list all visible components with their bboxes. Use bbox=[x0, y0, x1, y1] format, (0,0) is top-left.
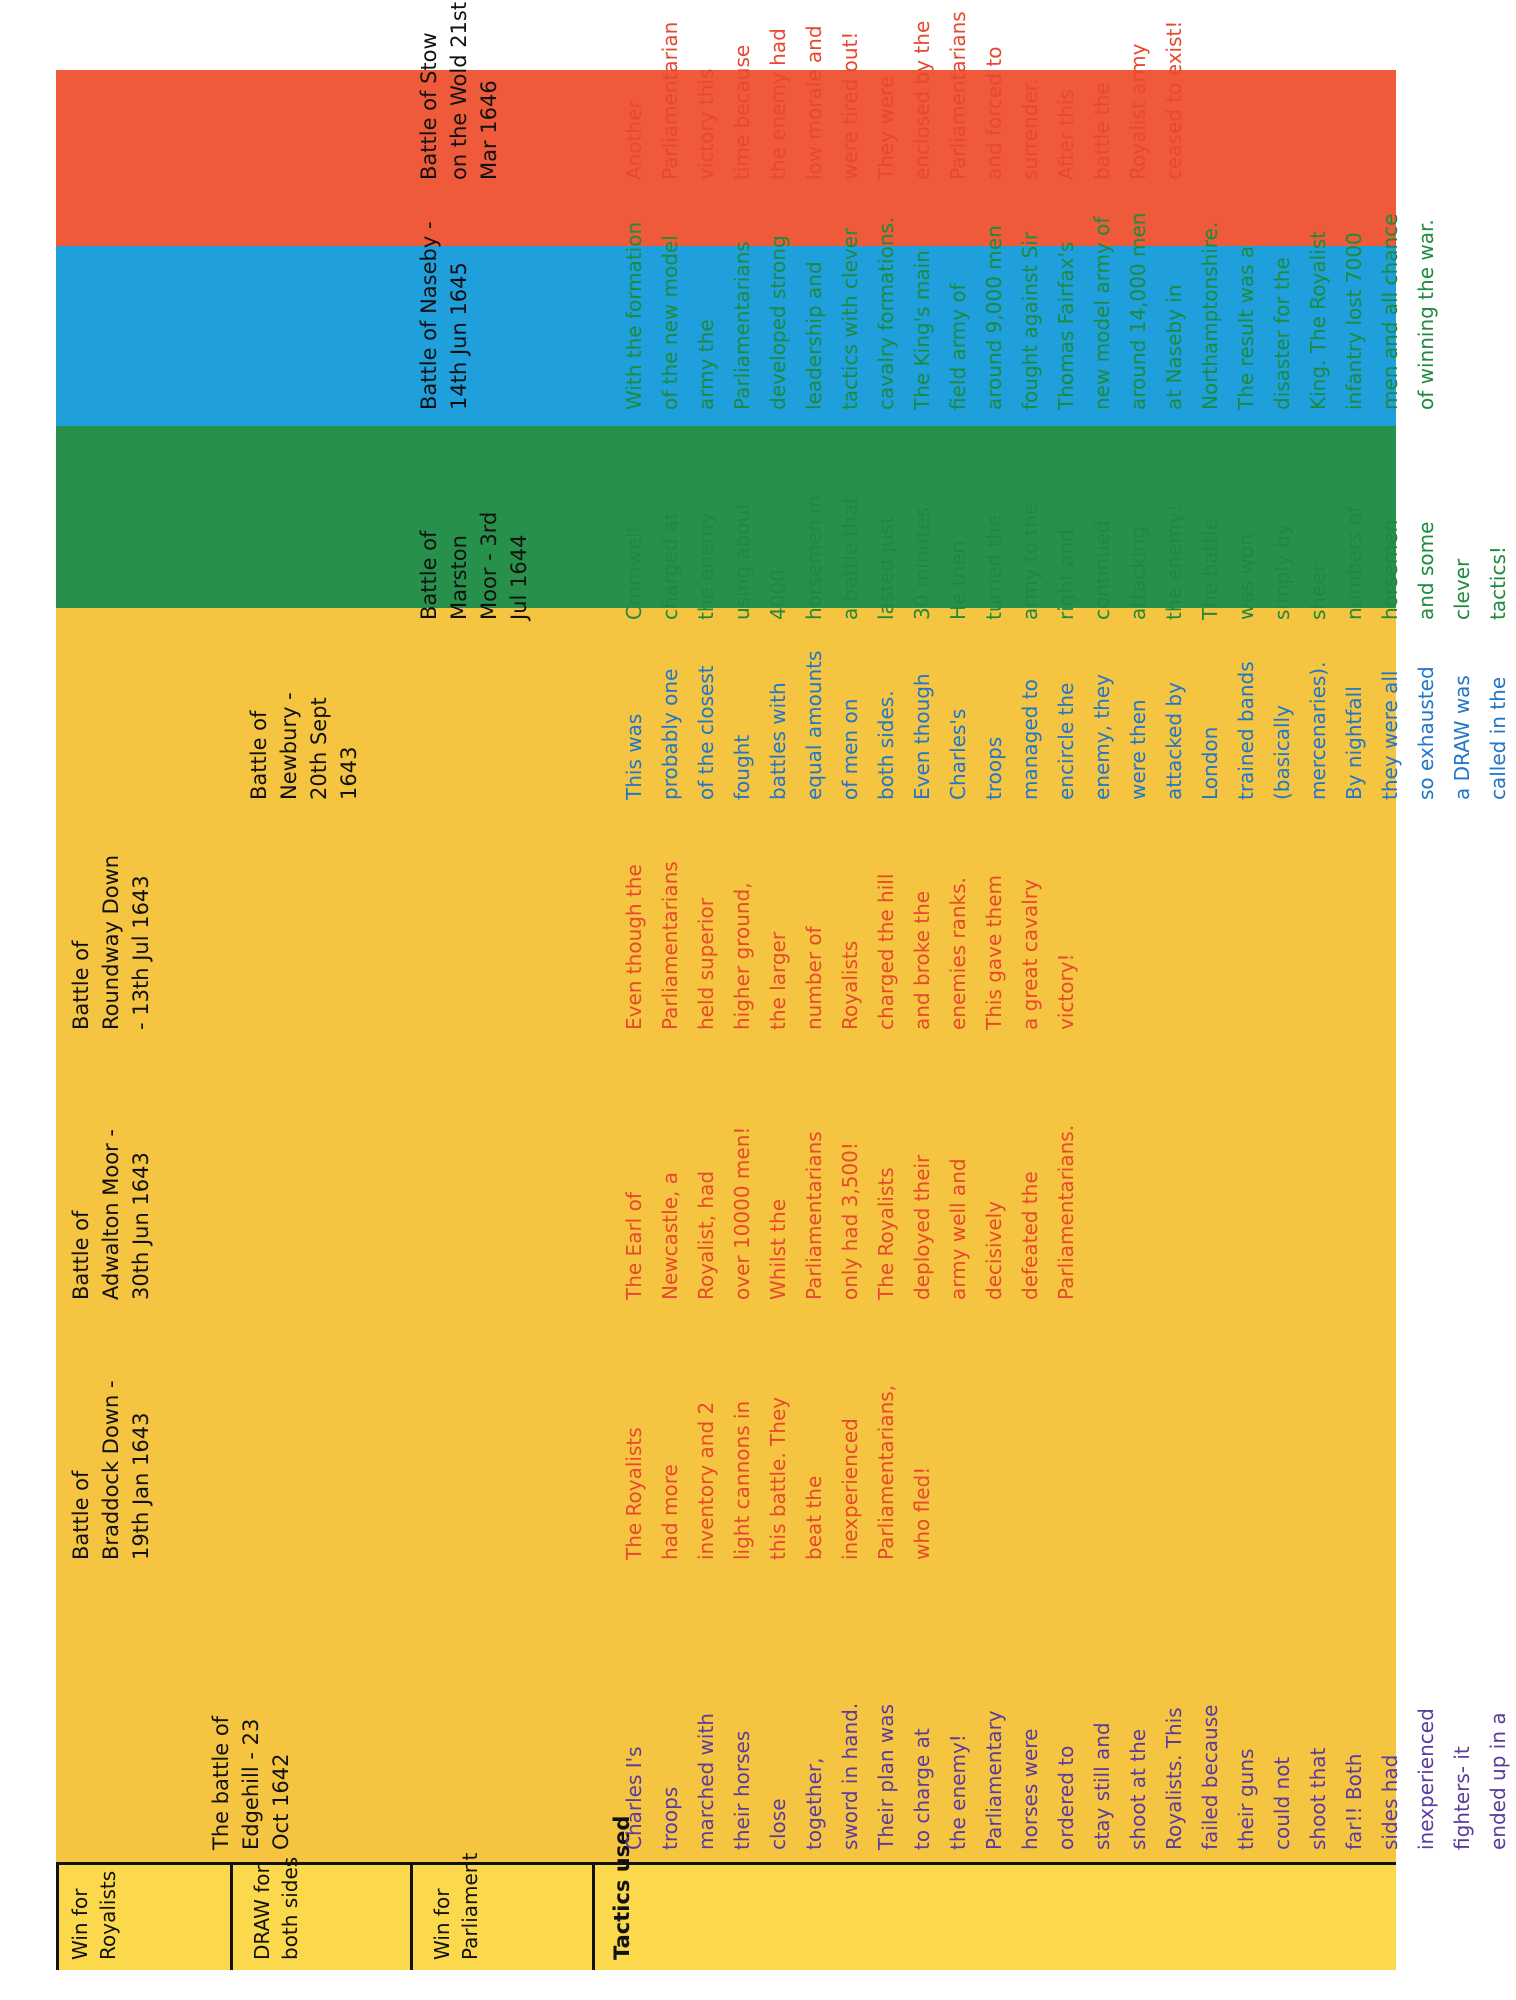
category-separator bbox=[410, 1862, 413, 1970]
battle-roundway: Battle of Roundway Down - 13th Jul 1643 bbox=[69, 854, 153, 1030]
category-parliament: Win for Parliament bbox=[430, 1852, 482, 1960]
battle-newbury: Battle of Newbury - 20th Sept 1643 bbox=[247, 692, 361, 800]
battle-edgehill: The battle of Edgehill - 23 Oct 1642 bbox=[209, 1715, 293, 1850]
battle-stow: Battle of Stow on the Wold 21st Mar 1646 bbox=[417, 1, 501, 180]
battle-table bbox=[56, 1, 1510, 1970]
battle-adwalton: Battle of Adwalton Moor - 30th Jun 1643 bbox=[69, 1129, 153, 1300]
tactics-roundway: Even though the Parliamentarians held superior higher ground, the larger number of Royalists charged the hill and broke the enemies ranks. This gave them a great cavalry victory! bbox=[622, 861, 1078, 1030]
category-draw: DRAW for both sides bbox=[250, 1856, 302, 1960]
tactics-naseby: With the formation of the new model army the Parliamentarians developed strong leadership and tactics with clever cavalry formations. The King's main field army of around 9,000 men fought against Sir Thomas Fairfax's new model army of around 14,000 men at Naseby in Northamptonshire. The result was a disaster for the King. The Royalist infantry lost 7000 men and all chance of winning the war. bbox=[622, 212, 1438, 410]
battle-marston: Battle of Marston Moor - 3rd Jul 1644 bbox=[417, 511, 531, 620]
tactics-newbury: This was probably one of the closest fought battles with equal amounts of men on both sides. Even though Charles's troops managed to encircle the enemy, they were then attacked by London trained bands (basically mercenaries). By nightfall they were all so exhausted a DRAW was called in the bbox=[622, 650, 1510, 800]
category-tactics: Tactics used bbox=[610, 1815, 634, 1960]
tactics-braddock: The Royalists had more inventory and 2 light cannons in this battle. They beat the inexperienced Parliamentarians, who fled! bbox=[622, 1384, 934, 1560]
category-border bbox=[56, 1862, 59, 1970]
category-royalists: Win for Royalists bbox=[68, 1870, 120, 1960]
tactics-marston: Cromwell charged at the enemy using about 4000 horsemen in a battle that lasted just 30 minutes. He then turned the army to the right and continued attacking the enemy! The battle was won simply by sheer numbers of horsemen and some clever tactics! bbox=[622, 495, 1510, 620]
category-separator bbox=[230, 1862, 233, 1970]
category-separator bbox=[592, 1862, 595, 1970]
tactics-edgehill: Charles I's troops marched with their horses close together, sword in hand. Their plan was to charge at the enemy! Parliamentary horses were ordered to stay still and shoot at the Royalists. This failed because their guns could not shoot that far!! Both sides had inexperienced fighters- it ended up in a bbox=[622, 1702, 1510, 1850]
tactics-stow: Another Parliamentarian victory this time because the enemy had low morale and were tired out! They were enclosed by the Parliamentarians and forced to surrender. After this battle the Royalist army ceased to exist! bbox=[622, 11, 1186, 180]
tactics-adwalton: The Earl of Newcastle, a Royalist, had over 10000 men! Whilst the Parliamentarians only had 3,500! The Royalists deployed their army well and decisively defeated the Parliamentarians. bbox=[622, 1124, 1078, 1300]
battle-naseby: Battle of Naseby - 14th Jun 1645 bbox=[417, 221, 471, 410]
battle-braddock: Battle of Braddock Down - 19th Jan 1643 bbox=[69, 1380, 153, 1560]
